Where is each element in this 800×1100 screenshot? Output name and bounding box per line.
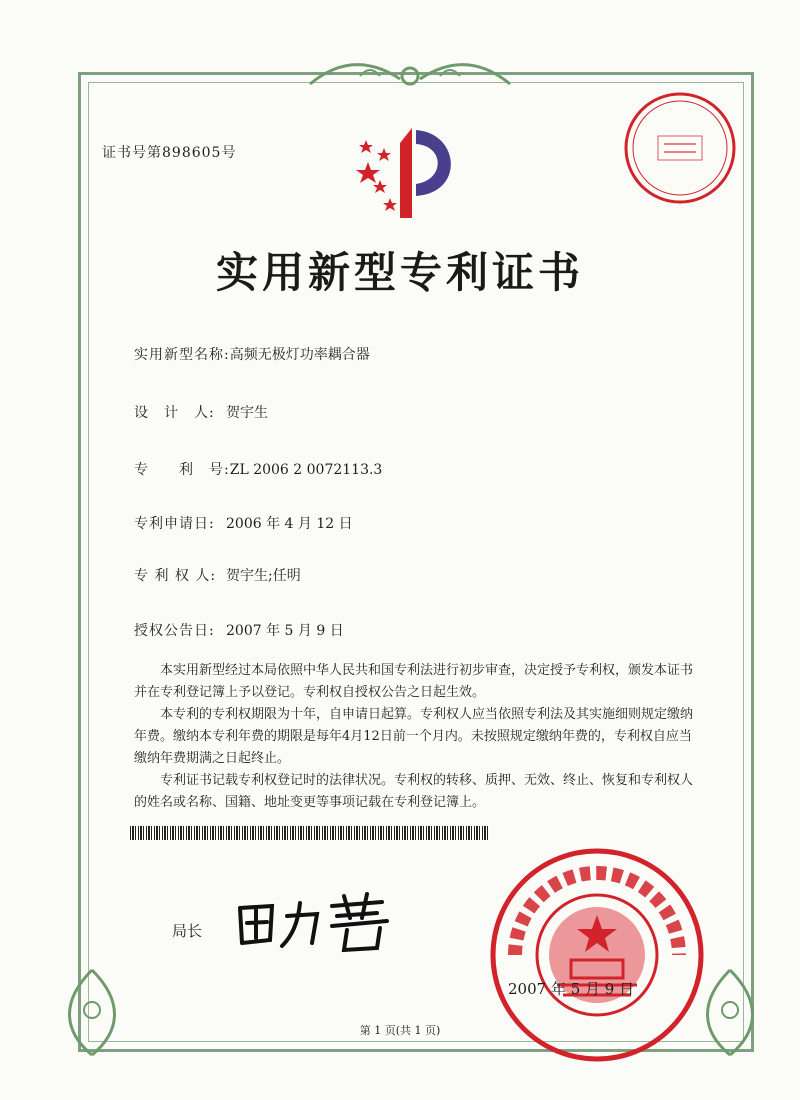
body-paragraph-2: 本专利的专利权期限为十年，自申请日起算。专利权人应当依照专利法及其实施细则规定缴纳年费。缴纳本专利年费的期限是每年4月12日前一个月内。未按照规定缴纳年费的，专利权自应当缴纳年费期满之日起终止。 [134,707,694,766]
director-signature-icon [232,888,402,958]
field-label: 授权公告日: [134,623,215,639]
page-number: 第 1 页(共 1 页) [359,1024,441,1037]
field-label: 专 利 权 人: [134,568,217,584]
certificate-number: 证书号第898605号 [102,145,237,161]
field-value: ZL 2006 2 0072113.3 [229,462,383,478]
certificate-body [134,660,694,814]
barcode [130,826,490,840]
field-grant-date [134,620,344,640]
field-application-date [134,513,353,533]
body-paragraph-1: 本实用新型经过本局依照中华人民共和国专利法进行初步审查，决定授予专利权，颁发本证书并在专利登记簿上予以登记。专利权自授权公告之日起生效。 [134,663,694,700]
tax-stamp-seal-icon [620,88,740,208]
field-designer [134,402,268,422]
field-label: 专 利 号: [134,462,230,478]
patent-office-logo-icon [350,118,470,228]
director-label: 局长 [172,922,203,940]
field-value: 贺宇生 [226,405,268,421]
field-patentee [134,565,301,585]
field-label: 专利申请日: [134,516,215,532]
issue-date: 2007 年 5 月 9 日 [508,980,635,998]
field-patent-number [134,459,382,479]
field-label: 实用新型名称: [134,347,230,363]
certificate-title: 实用新型专利证书 [215,248,584,297]
field-value: 2007 年 5 月 9 日 [226,623,344,639]
field-utility-model-name [134,344,370,364]
field-label: 设 计 人: [134,405,215,421]
field-value: 2006 年 4 月 12 日 [226,516,353,532]
field-value: 贺宇生;任明 [226,568,301,584]
field-value: 高频无极灯功率耦合器 [229,347,370,363]
bottom-left-ornament-icon [52,960,132,1060]
body-paragraph-3: 专利证书记载专利权登记时的法律状况。专利权的转移、质押、无效、终止、恢复和专利权人的姓名或名称、国籍、地址变更等事项记载在专利登记簿上。 [134,773,694,810]
top-ornament-icon [300,54,520,94]
